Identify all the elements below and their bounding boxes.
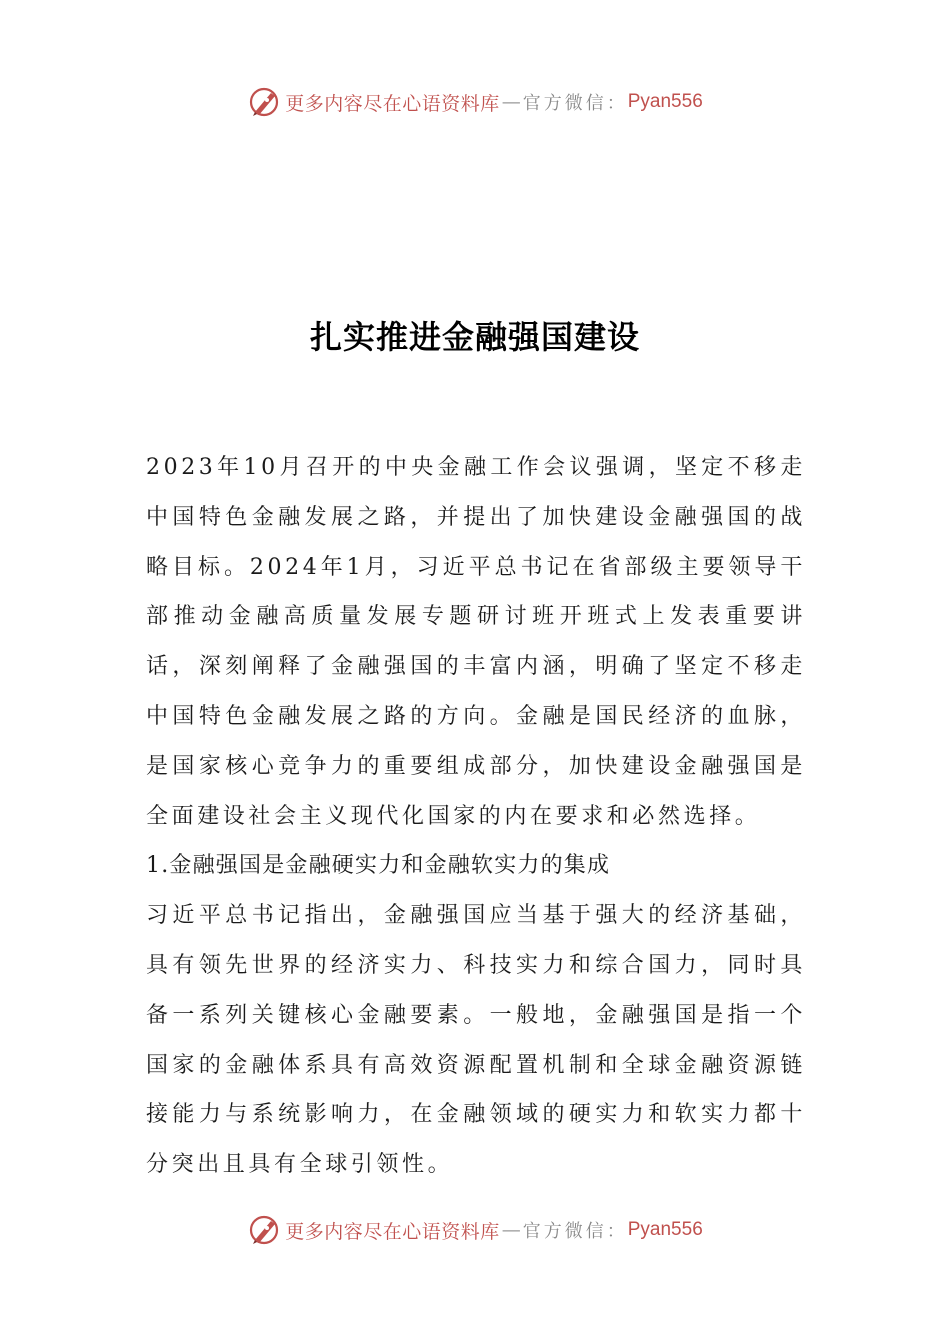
paragraph-intro: 2023年10月召开的中央金融工作会议强调，坚定不移走中国特色金融发展之路，并提出了加快建设金融强国的战略目标。2024年1月，习近平总书记在省部级主要领导干部推动金融高质量发展专题研讨班开班式上发表重要讲话，深刻阐释了金融强国的丰富内涵，明确了坚定不移走中国特色金融发展之路的方向。金融是国民经济的血脉，是国家核心竞争力的重要组成部分，加快建设金融强国是全面建设社会主义现代化国家的内在要求和必然选择。 — [146, 455, 806, 829]
document-title: 扎实推进金融强国建设 — [309, 318, 640, 356]
banner-wechat-id: Pyan556 — [627, 1219, 703, 1240]
banner-dash: — — [501, 91, 521, 113]
banner-dash: — — [501, 1219, 521, 1241]
banner-wechat-label: 官方微信： — [522, 93, 628, 114]
banner-wechat-id: Pyan556 — [627, 91, 703, 112]
section-heading-1: 1.金融强国是金融硬实力和金融软实力的集成 — [146, 853, 611, 879]
footer-banner — [0, 1210, 950, 1250]
pen-logo-icon — [247, 1213, 281, 1247]
document-body — [146, 443, 806, 1190]
paragraph-section-1: 习近平总书记指出，金融强国应当基于强大的经济基础，具有领先世界的经济实力、科技实力和综合国力，同时具备一系列关键核心金融要素。一般地，金融强国是指一个国家的金融体系具有高效资源配置机制和全球金融资源链接能力与系统影响力，在金融领域的硬实力和软实力都十分突出且具有全球引领性。 — [146, 903, 806, 1178]
banner-site-text: 更多内容尽在心语资料库 — [285, 1220, 500, 1243]
header-banner — [0, 82, 950, 122]
pen-logo-icon — [247, 85, 281, 119]
banner-site-text: 更多内容尽在心语资料库 — [285, 92, 500, 115]
banner-wechat-label: 官方微信： — [522, 1221, 628, 1242]
